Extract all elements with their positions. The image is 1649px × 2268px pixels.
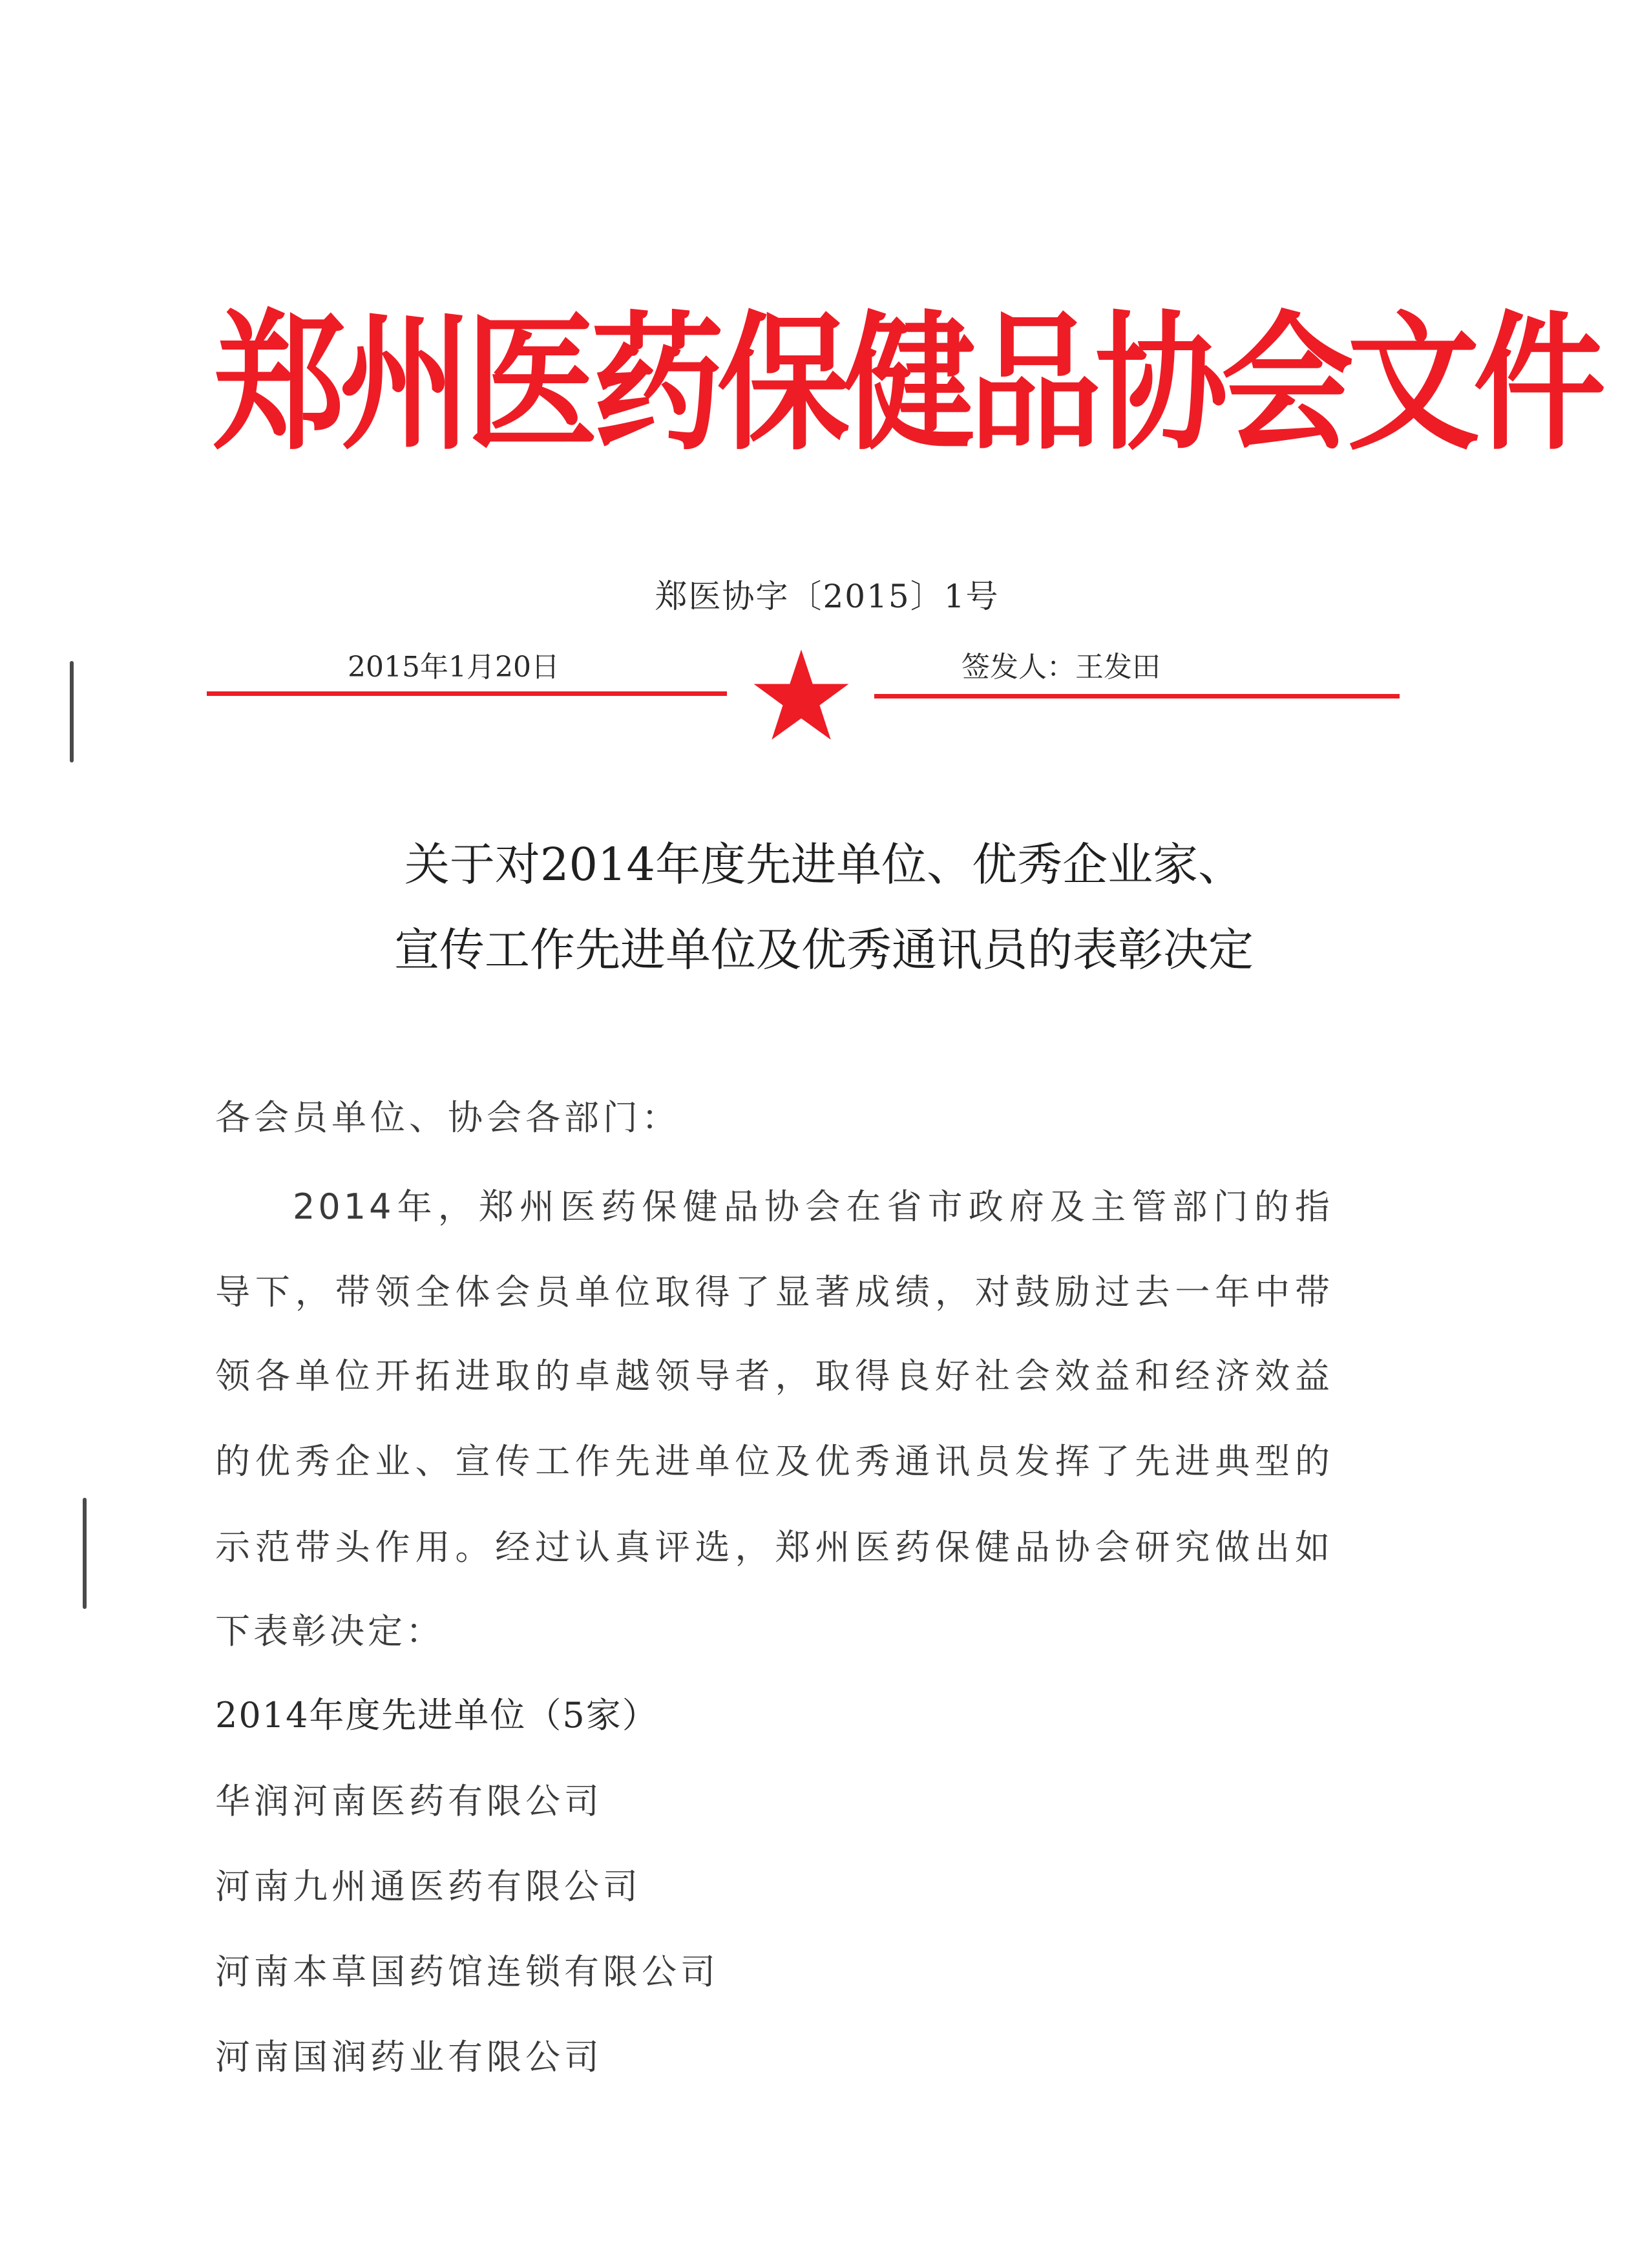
binder-hole-mark: [83, 1498, 87, 1609]
body-paragraph-line: 下表彰决定：: [215, 1611, 444, 1652]
body-paragraph-line: 领各单位开拓进取的卓越领导者，取得良好社会效益和经济效益: [215, 1356, 1333, 1396]
red-divider-left: [207, 691, 727, 696]
signer: [961, 648, 1161, 687]
body-paragraph-line: 2014年，郑州医药保健品协会在省市政府及主管部门的指: [293, 1186, 1333, 1227]
document-title-line-2: 宣传工作先进单位及优秀通讯员的表彰决定: [394, 923, 1254, 976]
body-paragraph-line: 导下，带领全体会员单位取得了显著成绩，对鼓励过去一年中带: [215, 1272, 1333, 1312]
body-paragraph-line: 示范带头作用。经过认真评选，郑州医药保健品协会研究做出如: [215, 1527, 1333, 1568]
red-star-shape: [754, 649, 849, 740]
company-list-item: 河南九州通医药有限公司: [215, 1866, 642, 1907]
section-heading: 2014年度先进单位（5家）: [215, 1695, 658, 1736]
signer-label: 签发人：: [961, 651, 1075, 684]
company-list-item: 华润河南医药有限公司: [215, 1781, 603, 1822]
signer-name: 王发田: [1075, 651, 1161, 684]
issue-date: 2015年1月20日: [348, 651, 560, 684]
company-list-item: 河南本草国药馆连锁有限公司: [215, 1951, 719, 1992]
document-masthead: 郑州医药保健品协会文件: [213, 298, 1599, 471]
company-list-item: 河南国润药业有限公司: [215, 2037, 603, 2077]
document-number: 郑医协字〔2015〕1号: [655, 578, 1000, 615]
body-paragraph-line: 的优秀企业、宣传工作先进单位及优秀通讯员发挥了先进典型的: [215, 1441, 1333, 1482]
red-star-icon: [753, 647, 850, 742]
document-title-line-1: 关于对2014年度先进单位、优秀企业家、: [404, 838, 1244, 891]
salutation: 各会员单位、协会各部门：: [215, 1097, 680, 1138]
binder-hole-mark: [70, 661, 74, 762]
red-divider-right: [874, 694, 1400, 698]
